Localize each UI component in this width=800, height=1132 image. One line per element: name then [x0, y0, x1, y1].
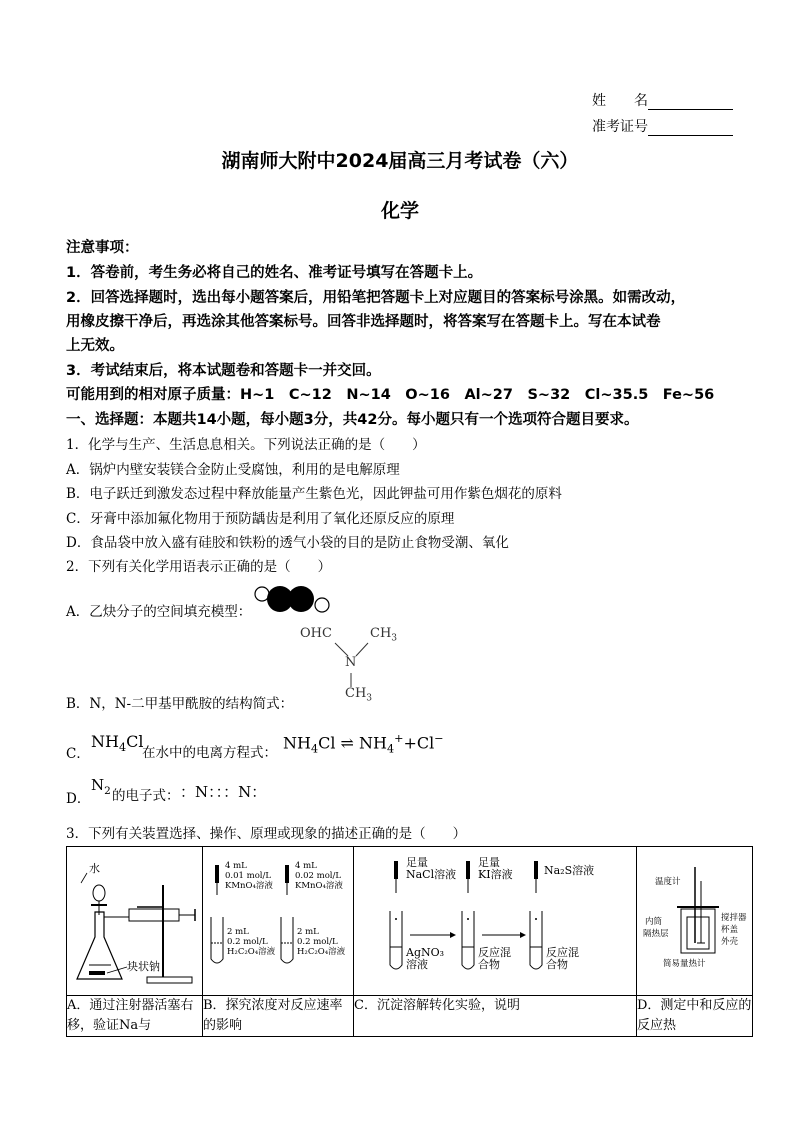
n2-formula: $N_2$	[91, 776, 111, 797]
n2-electron-formula: ：N：：：N：	[180, 783, 267, 801]
inner-cup-label: 内筒	[645, 917, 663, 927]
notice-item-3: 3．考试结束后，将本试题卷和答题卡一并交回。	[66, 363, 381, 379]
q2-option-c-text: 在水中的电离方程式：	[142, 745, 277, 761]
page-title: 湖南师大附中2024届高三月考试卷（六）	[221, 150, 579, 172]
oxalic-right-label: 2 mL 0.2 mol/L H₂C₂O₄溶液	[297, 927, 346, 957]
q3-caption-d: D．测定中和反应的反应热	[637, 996, 753, 1037]
exam-id-label: 准考证号	[592, 119, 648, 135]
q2-option-d-prefix: D．	[66, 791, 91, 807]
nh4cl-formula: $NH_4Cl$	[91, 732, 144, 755]
q3-figure-a-cell	[67, 847, 203, 996]
lid-label: 杯盖	[721, 925, 739, 935]
thermometer-label: 温度计	[655, 877, 681, 887]
dmf-bonds-icon	[320, 640, 380, 690]
oxalic-left-label: 2 mL 0.2 mol/L H₂C₂O₄溶液	[227, 927, 276, 957]
insulation-label: 隔热层	[643, 929, 669, 939]
atomic-masses: 可能用到的相对原子质量：H~1 C~12 N~14 O~16 Al~27 S~32 Cl~35.5 Fe~56	[66, 387, 715, 403]
kmno4-right-label: 4 mL 0.02 mol/L KMnO₄溶液	[295, 861, 343, 891]
q1-option-c: C．牙膏中添加氟化物用于预防龋齿是利用了氧化还原反应的原理	[66, 511, 455, 527]
calorimeter-caption: 简易量热计	[663, 959, 706, 969]
notice-item-2-cont: 用橡皮擦干净后，再选涂其他答案标号。回答非选择题时，将答案写在答题卡上。写在本试卷	[66, 314, 661, 330]
acetylene-model-icon	[250, 580, 332, 616]
dmf-nitrogen: N	[345, 655, 357, 670]
na2s-dropper-label: Na₂S溶液	[544, 864, 595, 877]
exam-id-field	[592, 116, 733, 136]
nacl-dropper-label: 足量 NaCl溶液	[406, 856, 457, 881]
name-label: 姓 名	[592, 93, 648, 109]
q3-stem: 3．下列有关装置选择、操作、原理或现象的描述正确的是（ ）	[66, 826, 467, 842]
name-blank	[648, 95, 733, 110]
q3-figure-b-cell	[203, 847, 354, 996]
mixture-tube-2-label: 反应混 合物	[478, 946, 511, 971]
section-1-heading: 一、选择题：本题共14小题，每小题3分，共42分。每小题只有一个选项符合题目要求。	[66, 412, 639, 428]
notice-item-1: 1．答卷前，考生务必将自己的姓名、准考证号填写在答题卡上。	[66, 265, 483, 281]
q1-stem: 1．化学与生产、生活息息相关。下列说法正确的是（ ）	[66, 437, 426, 453]
q2-stem: 2．下列有关化学用语表示正确的是（ ）	[66, 559, 332, 575]
q3-figure-d-cell	[637, 847, 753, 996]
q3-table	[66, 846, 753, 1037]
dmf-ch3-top: $CH_3$	[370, 626, 398, 644]
exam-id-blank	[648, 121, 733, 136]
q1-option-d: D．食品袋中放入盛有硅胶和铁粉的透气小袋的目的是防止食物受潮、氧化	[66, 535, 509, 551]
agno3-tube-label: AgNO₃ 溶液	[406, 946, 445, 971]
q3-figure-c-cell	[354, 847, 637, 996]
q1-option-b: B．电子跃迁到激发态过程中释放能量产生紫色光，因此钾盐可用作紫色烟花的原料	[66, 486, 562, 502]
q2-option-c-prefix: C．	[66, 746, 90, 762]
q1-option-a: A．锅炉内壁安装镁合金防止受腐蚀，利用的是电解原理	[66, 462, 400, 478]
subject-title: 化学	[380, 200, 419, 222]
notice-item-2: 2．回答选择题时，选出每小题答案后，用铅笔把答题卡上对应题目的答案标号涂黑。如需改动，	[66, 290, 686, 306]
notice-item-2-end: 上无效。	[66, 338, 124, 354]
kmno4-left-label: 4 mL 0.01 mol/L KMnO₄溶液	[225, 861, 273, 891]
name-field	[592, 90, 733, 110]
q3-caption-c: C．沉淀溶解转化实验，说明	[354, 996, 637, 1037]
q2-option-d-text: 的电子式：	[112, 788, 180, 804]
q2-option-a: A．乙炔分子的空间填充模型：	[66, 604, 252, 620]
dmf-ohc: OHC	[300, 626, 332, 641]
q2-option-b: B．N，N-二甲基甲酰胺的结构简式：	[66, 696, 294, 712]
shell-label: 外壳	[721, 937, 739, 947]
water-label: 水	[89, 862, 100, 875]
dmf-ch3-bottom: $CH_3$	[345, 686, 373, 704]
notice-heading: 注意事项：	[66, 240, 139, 256]
mixture-tube-3-label: 反应混 合物	[546, 946, 579, 971]
ionization-equation: $NH_4Cl$ ⇌ $NH_4^++Cl^-$	[283, 732, 444, 756]
sodium-label: 块状钠	[127, 960, 160, 973]
q3-caption-a: A．通过注射器活塞右移，验证Na与	[67, 996, 203, 1037]
q3-caption-b: B．探究浓度对反应速率的影响	[203, 996, 354, 1037]
stirrer-label: 搅拌器	[721, 913, 747, 923]
ki-dropper-label: 足量 KI溶液	[478, 856, 513, 881]
